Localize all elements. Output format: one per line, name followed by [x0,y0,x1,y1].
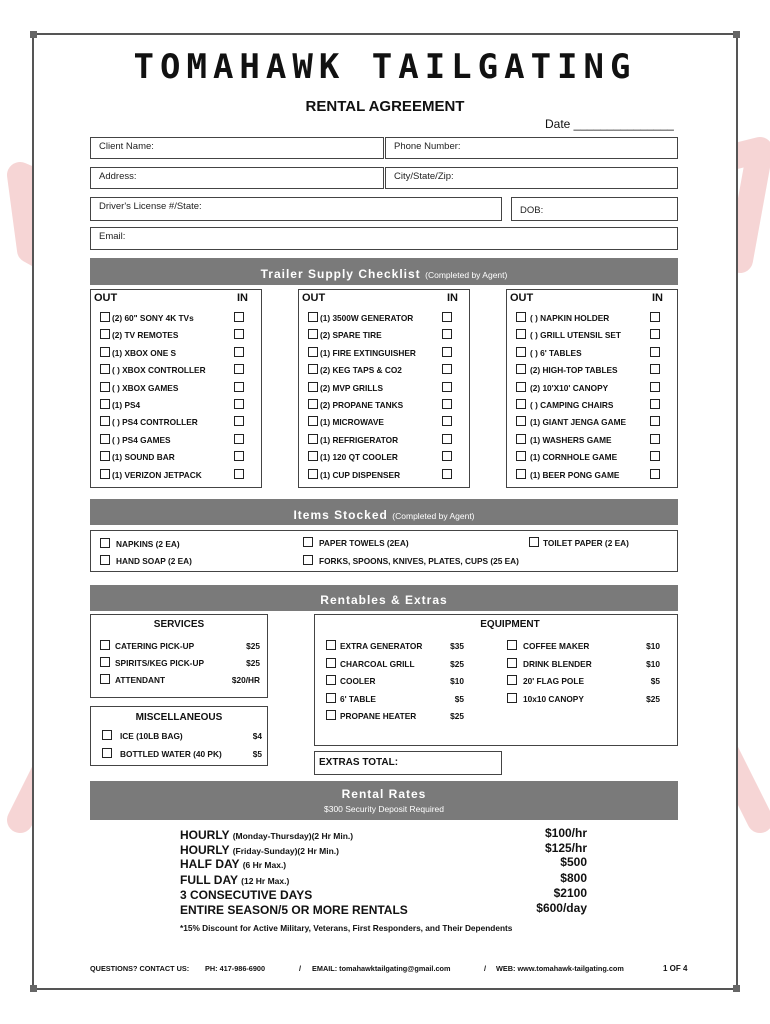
address-label: Address: [99,171,137,182]
equipment-name: CHARCOAL GRILL [340,658,415,669]
checkbox[interactable] [303,555,313,565]
email-field[interactable] [90,227,678,250]
stocked-header-bar [90,499,678,525]
address-field[interactable] [90,167,384,189]
equipment-name: 10x10 CANOPY [523,693,584,704]
in-checkbox[interactable] [234,312,244,322]
stocked-note: (Completed by Agent) [392,511,475,521]
checklist-item-label: ( ) PS4 CONTROLLER [112,417,198,428]
checklist-item-label: (1) VERIZON JETPACK [112,469,202,480]
in-checkbox[interactable] [650,399,660,409]
checklist-header-bar [90,258,678,285]
checkbox[interactable] [326,710,336,720]
checkbox[interactable] [303,537,313,547]
license-label: Driver's License #/State: [99,201,202,212]
city-field[interactable] [385,167,678,189]
equipment-item [326,674,464,688]
checklist-item-label: (1) PS4 [112,400,141,410]
equipment-name: COFFEE MAKER [523,641,590,651]
checklist-item [516,363,674,377]
equipment-name: COOLER [340,676,376,686]
equipment-price: $5 [650,676,660,686]
checkbox[interactable] [326,693,336,703]
in-checkbox[interactable] [650,382,660,392]
in-checkbox[interactable] [650,312,660,322]
date-field[interactable]: Date _______________ [545,117,674,131]
checklist-item [516,450,674,464]
equipment-title: EQUIPMENT [480,619,540,630]
equipment-name: 20' FLAG POLE [523,676,584,686]
rate-detail: (Friday-Sunday)(2 Hr Min.) [232,846,339,856]
in-checkbox[interactable] [234,434,244,444]
checklist-item [516,433,674,447]
checklist-item [100,468,258,482]
service-item [100,673,262,687]
out-checkbox[interactable] [100,312,110,322]
service-name: ATTENDANT [115,675,166,685]
discount-note: *15% Discount for Active Military, Veterans, First Responders, and Their Dependents [180,923,513,933]
page-subtitle: RENTAL AGREEMENT [305,98,465,115]
out-checkbox[interactable] [516,312,526,322]
in-checkbox[interactable] [234,329,244,339]
rentables-title: Rentables & Extras [320,593,448,607]
out-label: OUT [302,292,326,304]
misc-item [102,729,262,743]
checkbox[interactable] [507,675,517,685]
out-checkbox[interactable] [516,382,526,392]
checklist-item-label: ( ) 6' TABLES [530,347,582,358]
checklist-item [100,450,258,464]
equipment-name: PROPANE HEATER [340,711,417,721]
out-label: OUT [94,292,118,304]
checkbox[interactable] [326,675,336,685]
page-number: 1 OF 4 [663,964,688,973]
equipment-item [326,692,464,706]
out-checkbox[interactable] [308,312,318,322]
rate-price: $100/hr [544,826,587,840]
footer-separator: / [299,964,302,973]
out-checkbox[interactable] [516,329,526,339]
misc-price: $4 [252,731,262,741]
rate-detail: (6 Hr Max.) [242,860,287,870]
checklist-item [308,311,466,325]
rentables-header-bar [90,585,678,611]
checkbox[interactable] [100,538,110,548]
in-checkbox[interactable] [442,416,452,426]
service-name: CATERING PICK-UP [115,641,195,651]
checklist-item [100,363,258,377]
checklist-item-label: (1) MICROWAVE [320,417,384,428]
page-corner [733,31,740,38]
in-checkbox[interactable] [442,382,452,392]
checkbox[interactable] [507,640,517,650]
rate-label [180,873,289,887]
in-checkbox[interactable] [650,451,660,461]
rates-header-bar [90,781,678,820]
checklist-note: (Completed by Agent) [425,270,508,280]
equipment-item [326,657,464,671]
checklist-item [100,311,258,325]
in-checkbox[interactable] [650,416,660,426]
in-checkbox[interactable] [442,312,452,322]
service-price: $20/HR [231,675,260,685]
in-checkbox[interactable] [234,451,244,461]
checklist-item [308,433,466,447]
out-checkbox[interactable] [100,399,110,409]
city-label: City/State/Zip: [394,171,454,182]
checklist-item-label: (1) XBOX ONE S [112,347,177,358]
service-price: $25 [246,641,260,651]
in-checkbox[interactable] [442,364,452,374]
in-checkbox[interactable] [442,469,452,479]
out-checkbox[interactable] [516,434,526,444]
in-checkbox[interactable] [442,329,452,339]
page-corner [30,31,37,38]
out-checkbox[interactable] [308,469,318,479]
checkbox[interactable] [529,537,539,547]
out-checkbox[interactable] [308,382,318,392]
checkbox[interactable] [100,640,110,650]
rate-label [180,903,408,917]
checklist-item [516,398,674,412]
checklist-item [516,415,674,429]
in-checkbox[interactable] [650,347,660,357]
in-checkbox[interactable] [650,329,660,339]
out-checkbox[interactable] [100,329,110,339]
checklist-item-label: ( ) XBOX GAMES [112,382,179,393]
out-label: OUT [510,292,534,304]
equipment-price: $10 [646,641,660,651]
out-checkbox[interactable] [516,399,526,409]
in-checkbox[interactable] [650,434,660,444]
out-checkbox[interactable] [308,364,318,374]
checklist-item-label: (2) KEG TAPS & CO2 [320,365,402,376]
out-checkbox[interactable] [516,451,526,461]
checklist-item [516,346,674,360]
checklist-item-label: ( ) NAPKIN HOLDER [530,313,610,323]
out-checkbox[interactable] [100,451,110,461]
rate-label [180,828,353,842]
misc-name: ICE (10LB BAG) [120,731,183,741]
equipment-item [507,674,660,688]
checkbox[interactable] [326,640,336,650]
checklist-item-label: (1) GIANT JENGA GAME [530,417,627,428]
checklist-item [516,311,674,325]
misc-title: MISCELLANEOUS [135,712,223,723]
in-checkbox[interactable] [234,469,244,479]
checklist-item [308,328,466,342]
checklist-item [516,381,674,395]
rate-label [180,843,339,857]
out-checkbox[interactable] [100,416,110,426]
equipment-price: $35 [450,641,464,651]
checklist-item [100,381,258,395]
in-checkbox[interactable] [650,364,660,374]
checklist-item [100,415,258,429]
client-name-field[interactable] [90,137,384,159]
checklist-item-label: ( ) CAMPING CHAIRS [530,400,614,410]
out-checkbox[interactable] [516,347,526,357]
service-price: $25 [246,658,260,668]
checkbox[interactable] [102,748,112,758]
misc-item [102,747,262,761]
client-name-label: Client Name: [99,141,154,152]
footer-email[interactable]: EMAIL: tomahawktailgating@gmail.com [312,964,451,973]
misc-price: $5 [252,749,262,759]
out-checkbox[interactable] [308,434,318,444]
equipment-price: $5 [454,693,464,704]
checklist-item [308,398,466,412]
checklist-item-label: ( ) GRILL UTENSIL SET [530,330,621,341]
checkbox[interactable] [102,730,112,740]
dob-label: DOB: [520,205,544,216]
rate-name: HOURLY [180,828,230,842]
checklist-item-label: (1) WASHERS GAME [530,434,612,445]
in-checkbox[interactable] [234,399,244,409]
checklist-item-label: (1) CUP DISPENSER [320,469,401,480]
out-checkbox[interactable] [100,364,110,374]
extras-total-label: EXTRAS TOTAL: [319,757,399,768]
checklist-item [516,468,674,482]
out-checkbox[interactable] [516,469,526,479]
services-title: SERVICES [153,619,205,630]
equipment-item [507,639,660,653]
out-checkbox[interactable] [308,329,318,339]
email-label: Email: [99,231,126,242]
checklist-item-label: (1) FIRE EXTINGUISHER [320,347,416,358]
in-label: IN [652,292,663,304]
checklist-item-label: (2) 60" SONY 4K TVs [112,313,194,323]
checklist-item-label: (2) 10'X10' CANOPY [530,382,609,393]
footer-web[interactable]: WEB: www.tomahawk-tailgating.com [496,964,624,973]
footer-separator: / [484,964,487,973]
page-corner [733,985,740,992]
checkbox[interactable] [100,657,110,667]
checklist-item-label: (1) BEER PONG GAME [530,469,620,480]
phone-field[interactable] [385,137,678,159]
stocked-title: Items Stocked [293,508,388,522]
footer-questions: QUESTIONS? CONTACT US: [90,964,190,973]
checklist-item [308,450,466,464]
rates-note: $300 Security Deposit Required [323,804,444,814]
checklist-item [308,468,466,482]
in-label: IN [447,292,458,304]
page-corner [30,985,37,992]
checklist-item [308,363,466,377]
service-name: SPIRITS/KEG PICK-UP [115,658,204,668]
checklist-item-label: (1) 3500W GENERATOR [320,313,414,323]
footer-phone: PH: 417-986-6900 [205,964,266,973]
in-checkbox[interactable] [234,416,244,426]
rates-title: Rental Rates [341,787,427,801]
rate-price: $500 [560,855,587,869]
equipment-price: $25 [646,693,660,704]
checklist-item-label: (1) CORNHOLE GAME [530,452,618,463]
rate-name: 3 CONSECUTIVE DAYS [180,888,313,902]
checkbox[interactable] [100,555,110,565]
checklist-item-label: (2) TV REMOTES [112,330,179,341]
in-checkbox[interactable] [442,434,452,444]
checklist-item [308,415,466,429]
checkbox[interactable] [100,674,110,684]
checklist-item-label: (2) SPARE TIRE [320,330,382,341]
equipment-name: DRINK BLENDER [523,658,592,669]
equipment-price: $25 [450,711,464,721]
checklist-item [100,328,258,342]
in-checkbox[interactable] [234,382,244,392]
rate-price: $600/day [536,901,587,915]
rate-name: FULL DAY [180,873,238,887]
checkbox[interactable] [326,658,336,668]
checklist-item [100,346,258,360]
rate-name: ENTIRE SEASON/5 OR MORE RENTALS [180,903,408,917]
in-checkbox[interactable] [234,364,244,374]
out-checkbox[interactable] [516,364,526,374]
equipment-item [326,639,464,653]
checklist-item-label: (1) 120 QT COOLER [320,452,398,463]
checklist-item [308,346,466,360]
in-checkbox[interactable] [650,469,660,479]
checklist-item-label: (2) HIGH-TOP TABLES [530,365,618,376]
service-item [100,656,262,670]
equipment-item [507,692,660,706]
out-checkbox[interactable] [308,347,318,357]
equipment-price: $10 [450,676,464,686]
out-checkbox[interactable] [100,469,110,479]
license-field[interactable] [90,197,502,221]
rate-price: $2100 [553,886,587,900]
rate-label [180,888,312,902]
in-label: IN [237,292,248,304]
checklist-item [516,328,674,342]
equipment-price: $25 [450,658,464,669]
out-checkbox[interactable] [308,399,318,409]
service-item [100,639,262,653]
equipment-price: $10 [646,658,660,669]
checklist-title: Trailer Supply Checklist [260,267,421,281]
page-title: TOMAHAWK TAILGATING [133,47,637,87]
out-checkbox[interactable] [308,451,318,461]
rate-name: HOURLY [180,843,230,857]
out-checkbox[interactable] [308,416,318,426]
checklist-item-label: (1) REFRIGERATOR [320,434,399,445]
equipment-item [326,709,464,723]
in-checkbox[interactable] [442,347,452,357]
checklist-item-label: ( ) XBOX CONTROLLER [112,365,206,376]
in-checkbox[interactable] [234,347,244,357]
out-checkbox[interactable] [100,434,110,444]
phone-label: Phone Number: [394,141,461,152]
checklist-item-label: ( ) PS4 GAMES [112,434,171,445]
checklist-item-label: (2) MVP GRILLS [320,382,384,393]
rate-label [180,857,286,871]
rate-price: $125/hr [544,841,587,855]
checkbox[interactable] [507,658,517,668]
checklist-item [308,381,466,395]
equipment-name: EXTRA GENERATOR [340,641,423,651]
out-checkbox[interactable] [100,347,110,357]
equipment-name: 6' TABLE [340,693,376,704]
in-checkbox[interactable] [442,451,452,461]
misc-name: BOTTLED WATER (40 PK) [120,749,222,759]
checklist-item-label: (1) SOUND BAR [112,452,175,463]
checkbox[interactable] [507,693,517,703]
out-checkbox[interactable] [516,416,526,426]
checklist-item-label: (2) PROPANE TANKS [320,400,404,410]
rate-price: $800 [560,871,587,885]
in-checkbox[interactable] [442,399,452,409]
dob-field[interactable] [511,197,678,221]
rate-name: HALF DAY [180,857,240,871]
checklist-item [100,433,258,447]
checklist-item [100,398,258,412]
equipment-item [507,657,660,671]
rate-detail: (Monday-Thursday)(2 Hr Min.) [232,831,354,841]
rate-detail: (12 Hr Max.) [241,876,290,886]
out-checkbox[interactable] [100,382,110,392]
